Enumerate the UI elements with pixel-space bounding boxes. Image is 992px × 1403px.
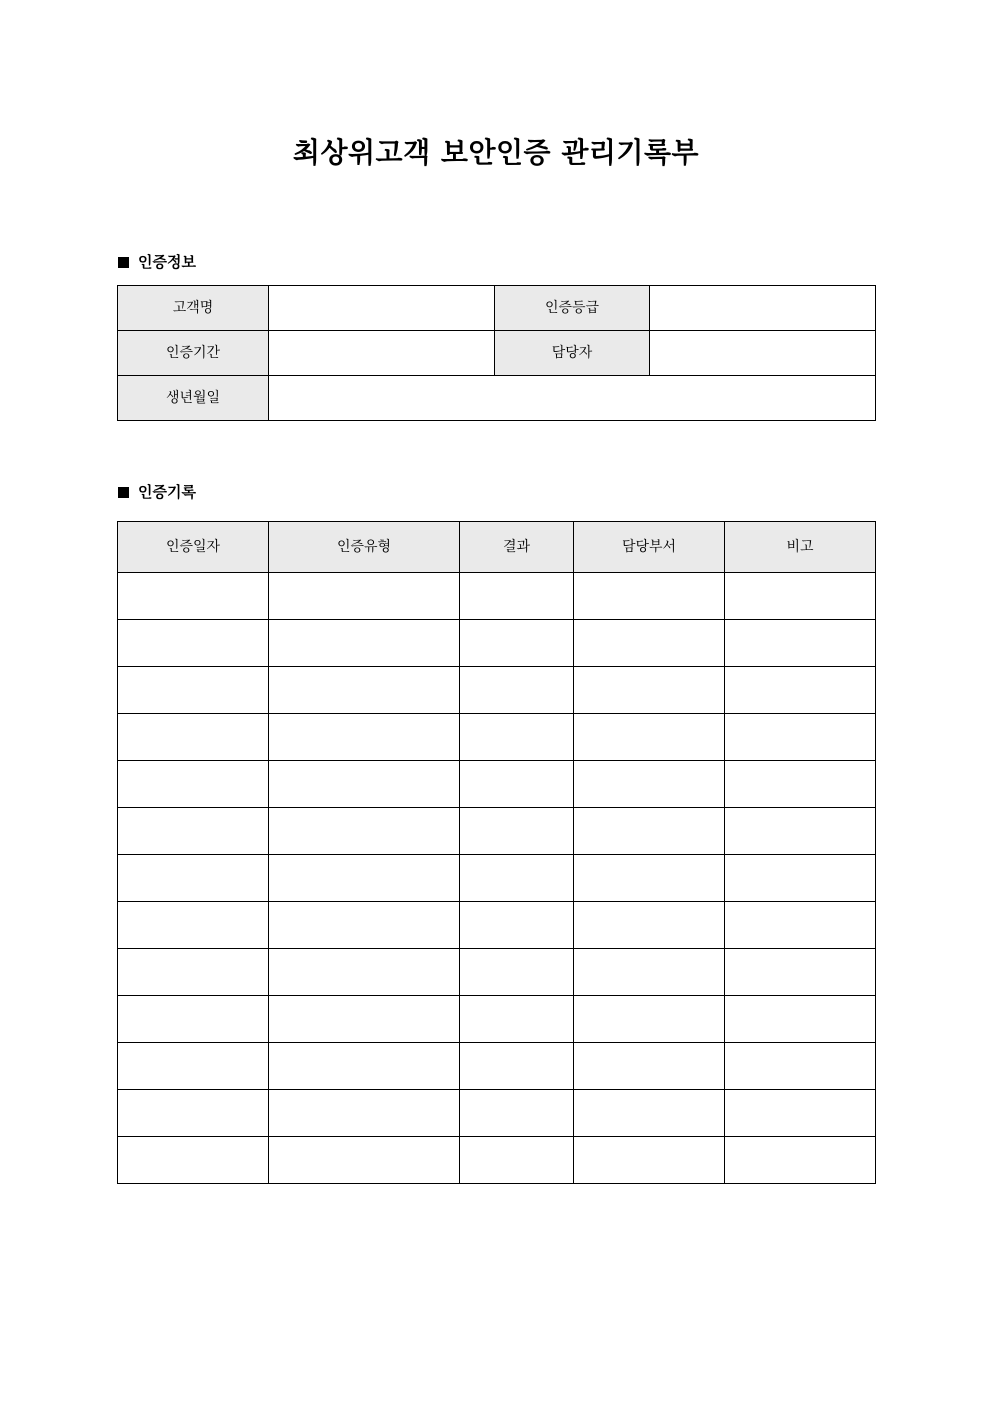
record-cell-department[interactable]	[574, 1090, 725, 1137]
record-cell-department[interactable]	[574, 1137, 725, 1184]
table-row	[118, 761, 876, 808]
record-cell-result[interactable]	[460, 996, 574, 1043]
record-cell-result[interactable]	[460, 1137, 574, 1184]
square-bullet-icon	[118, 257, 129, 268]
certification-record-body	[118, 573, 876, 1184]
record-cell-remarks[interactable]	[725, 902, 876, 949]
info-value-birth-date[interactable]	[269, 376, 876, 421]
record-cell-certification-date[interactable]	[118, 949, 269, 996]
table-row	[118, 1137, 876, 1184]
record-cell-remarks[interactable]	[725, 1043, 876, 1090]
record-cell-result[interactable]	[460, 1090, 574, 1137]
record-cell-department[interactable]	[574, 714, 725, 761]
record-cell-certification-date[interactable]	[118, 573, 269, 620]
record-cell-result[interactable]	[460, 855, 574, 902]
record-cell-certification-type[interactable]	[269, 1137, 460, 1184]
record-cell-department[interactable]	[574, 902, 725, 949]
info-label-certification-grade: 인증등급	[495, 286, 650, 331]
table-row	[118, 1043, 876, 1090]
column-header-certification-type: 인증유형	[269, 522, 460, 573]
info-value-customer-name[interactable]	[269, 286, 495, 331]
record-cell-remarks[interactable]	[725, 996, 876, 1043]
record-cell-remarks[interactable]	[725, 808, 876, 855]
record-cell-certification-date[interactable]	[118, 855, 269, 902]
record-cell-certification-date[interactable]	[118, 667, 269, 714]
section-heading-info-label: 인증정보	[138, 253, 196, 271]
record-cell-department[interactable]	[574, 949, 725, 996]
section-heading-record-label: 인증기록	[138, 483, 196, 501]
table-row	[118, 331, 876, 376]
record-cell-certification-type[interactable]	[269, 996, 460, 1043]
record-cell-remarks[interactable]	[725, 1137, 876, 1184]
record-cell-certification-type[interactable]	[269, 855, 460, 902]
table-row	[118, 855, 876, 902]
table-row	[118, 808, 876, 855]
table-row	[118, 949, 876, 996]
record-cell-result[interactable]	[460, 808, 574, 855]
page-title: 최상위고객 보안인증 관리기록부	[292, 136, 700, 169]
info-value-certification-period[interactable]	[269, 331, 495, 376]
record-cell-certification-type[interactable]	[269, 620, 460, 667]
record-cell-certification-date[interactable]	[118, 714, 269, 761]
record-cell-department[interactable]	[574, 996, 725, 1043]
record-cell-department[interactable]	[574, 620, 725, 667]
column-header-department: 담당부서	[574, 522, 725, 573]
record-cell-department[interactable]	[574, 1043, 725, 1090]
info-value-certification-grade[interactable]	[650, 286, 876, 331]
record-cell-certification-date[interactable]	[118, 620, 269, 667]
record-cell-certification-type[interactable]	[269, 902, 460, 949]
record-cell-result[interactable]	[460, 714, 574, 761]
record-cell-department[interactable]	[574, 855, 725, 902]
info-value-manager[interactable]	[650, 331, 876, 376]
record-cell-department[interactable]	[574, 808, 725, 855]
record-cell-certification-date[interactable]	[118, 1090, 269, 1137]
record-cell-result[interactable]	[460, 902, 574, 949]
column-header-result: 결과	[460, 522, 574, 573]
table-row	[118, 1090, 876, 1137]
info-label-birth-date: 생년월일	[118, 376, 269, 421]
table-row	[118, 667, 876, 714]
record-cell-remarks[interactable]	[725, 667, 876, 714]
column-header-certification-date: 인증일자	[118, 522, 269, 573]
record-cell-certification-type[interactable]	[269, 1090, 460, 1137]
section-heading-info	[118, 253, 196, 271]
record-cell-certification-date[interactable]	[118, 808, 269, 855]
record-cell-department[interactable]	[574, 573, 725, 620]
table-row	[118, 376, 876, 421]
table-row	[118, 286, 876, 331]
table-row	[118, 573, 876, 620]
record-cell-department[interactable]	[574, 761, 725, 808]
record-cell-result[interactable]	[460, 620, 574, 667]
record-cell-result[interactable]	[460, 573, 574, 620]
column-header-remarks: 비고	[725, 522, 876, 573]
record-cell-certification-date[interactable]	[118, 761, 269, 808]
record-cell-remarks[interactable]	[725, 620, 876, 667]
section-heading-record	[118, 483, 196, 501]
record-cell-certification-date[interactable]	[118, 1043, 269, 1090]
record-cell-certification-type[interactable]	[269, 808, 460, 855]
record-cell-result[interactable]	[460, 949, 574, 996]
certification-record-table	[117, 521, 876, 1184]
table-row	[118, 996, 876, 1043]
record-cell-certification-type[interactable]	[269, 667, 460, 714]
info-label-customer-name: 고객명	[118, 286, 269, 331]
record-cell-certification-type[interactable]	[269, 761, 460, 808]
table-row	[118, 902, 876, 949]
info-label-certification-period: 인증기간	[118, 331, 269, 376]
table-header-row	[118, 522, 876, 573]
square-bullet-icon	[118, 487, 129, 498]
record-cell-remarks[interactable]	[725, 1090, 876, 1137]
record-cell-remarks[interactable]	[725, 855, 876, 902]
record-cell-certification-type[interactable]	[269, 1043, 460, 1090]
record-cell-result[interactable]	[460, 1043, 574, 1090]
record-cell-department[interactable]	[574, 667, 725, 714]
record-cell-result[interactable]	[460, 667, 574, 714]
record-cell-remarks[interactable]	[725, 761, 876, 808]
certification-info-table	[117, 285, 876, 421]
record-cell-certification-type[interactable]	[269, 573, 460, 620]
record-cell-remarks[interactable]	[725, 714, 876, 761]
table-row	[118, 620, 876, 667]
table-row	[118, 714, 876, 761]
record-cell-result[interactable]	[460, 761, 574, 808]
record-cell-certification-type[interactable]	[269, 949, 460, 996]
record-cell-remarks[interactable]	[725, 949, 876, 996]
record-cell-certification-date[interactable]	[118, 996, 269, 1043]
record-cell-certification-type[interactable]	[269, 714, 460, 761]
record-cell-certification-date[interactable]	[118, 902, 269, 949]
record-cell-certification-date[interactable]	[118, 1137, 269, 1184]
record-cell-remarks[interactable]	[725, 573, 876, 620]
info-label-manager: 담당자	[495, 331, 650, 376]
